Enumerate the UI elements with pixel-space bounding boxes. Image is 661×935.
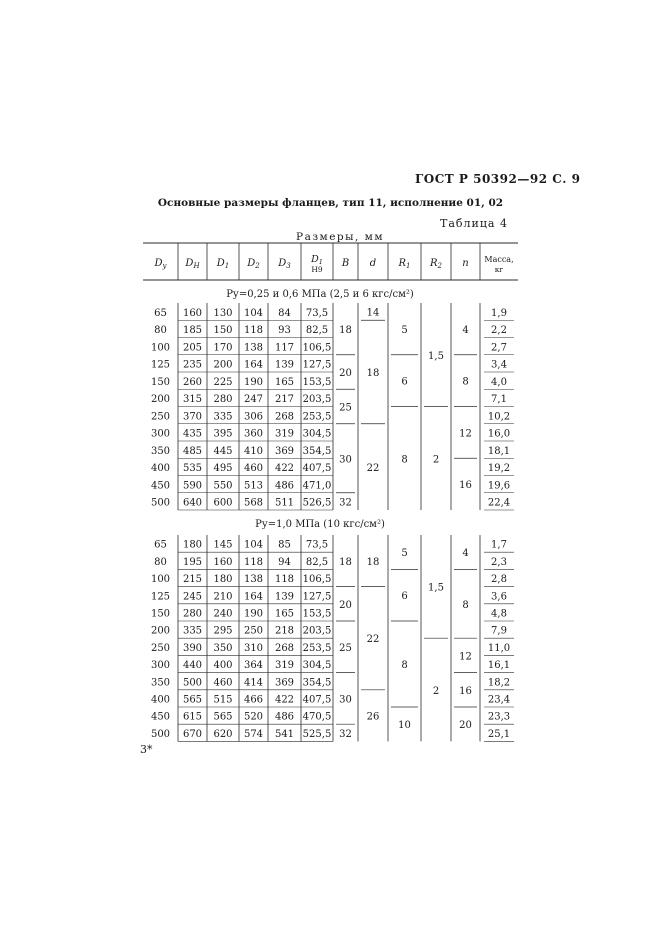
table-cell-s1-r6-c1: 390 bbox=[182, 642, 203, 654]
table-cell-s1-r11-c0: 500 bbox=[150, 728, 171, 740]
table-cell-s1-r0-c11: 1,7 bbox=[491, 539, 507, 551]
table-cell-s0-r11-c0: 500 bbox=[150, 497, 171, 509]
column-header-2: $D_1$ bbox=[216, 258, 230, 270]
merged-cell-d-s1-g1: 22 bbox=[366, 634, 380, 646]
table-cell-s0-r6-c11: 10,2 bbox=[487, 411, 511, 423]
table-cell-s0-r9-c11: 19,2 bbox=[487, 463, 511, 474]
merged-cell-R2-s1-g0: 1,5 bbox=[428, 582, 444, 594]
table-cell-s1-r7-c11: 16,1 bbox=[487, 660, 511, 672]
table-cell-s0-r6-c0: 250 bbox=[150, 411, 171, 423]
page-footer: 3* bbox=[140, 743, 153, 756]
table-cell-s1-r8-c2: 460 bbox=[213, 677, 233, 689]
table-cell-s0-r10-c5: 471,0 bbox=[302, 480, 332, 492]
table-cell-s0-r7-c2: 395 bbox=[213, 428, 233, 440]
table-cell-s1-r6-c4: 268 bbox=[274, 642, 295, 654]
table-cell-s0-r1-c0: 80 bbox=[154, 325, 167, 336]
table-cell-s1-r4-c0: 150 bbox=[150, 608, 171, 620]
column-header-11: Масса, bbox=[484, 255, 514, 264]
column-header-note-5: H9 bbox=[311, 265, 323, 274]
merged-cell-R1-s0-g2: 8 bbox=[401, 454, 408, 466]
dimensions-caption: Размеры, мм bbox=[296, 231, 385, 243]
table-cell-s0-r11-c4: 511 bbox=[274, 497, 295, 509]
table-cell-s1-r10-c11: 23,3 bbox=[487, 711, 511, 723]
table-cell-s1-r0-c2: 145 bbox=[213, 539, 233, 551]
table-cell-s1-r5-c3: 250 bbox=[243, 625, 264, 637]
table-cell-s0-r1-c3: 118 bbox=[243, 325, 264, 336]
merged-cell-R1-s1-g0: 5 bbox=[401, 548, 408, 560]
table-cell-s1-r1-c1: 195 bbox=[182, 556, 203, 568]
table-cell-s0-r8-c3: 410 bbox=[243, 445, 264, 457]
table-cell-s0-r0-c0: 65 bbox=[154, 307, 167, 319]
table-cell-s1-r2-c5: 106,5 bbox=[302, 574, 332, 586]
table-cell-s1-r4-c11: 4,8 bbox=[491, 608, 507, 620]
table-cell-s0-r10-c0: 450 bbox=[150, 480, 171, 492]
column-header-note-11: кг bbox=[494, 265, 504, 274]
section-label-1: Pу=1,0 МПа (10 кгс/см²) bbox=[255, 519, 385, 530]
merged-cell-d-s0-g0: 14 bbox=[366, 307, 380, 319]
table-cell-s1-r7-c2: 400 bbox=[213, 660, 233, 672]
table-cell-s1-r8-c3: 414 bbox=[243, 677, 264, 689]
table-label: Таблица 4 bbox=[440, 217, 508, 230]
table-cell-s1-r1-c4: 94 bbox=[278, 556, 291, 568]
merged-cell-d-s1-g0: 18 bbox=[366, 556, 380, 568]
merged-cell-B-s0-g1: 20 bbox=[339, 368, 352, 379]
table-cell-s0-r5-c5: 203,5 bbox=[302, 394, 332, 405]
merged-cell-R2-s1-g1: 2 bbox=[432, 685, 440, 697]
merged-cell-n-s1-g0: 4 bbox=[462, 548, 469, 560]
column-header-3: $D_2$ bbox=[247, 258, 260, 270]
table-cell-s1-r9-c1: 565 bbox=[182, 694, 203, 706]
table-cell-s1-r7-c0: 300 bbox=[150, 660, 171, 672]
merged-cell-d-s0-g2: 22 bbox=[366, 462, 380, 474]
table-cell-s1-r0-c4: 85 bbox=[278, 539, 291, 551]
merged-cell-B-s1-g1: 20 bbox=[339, 599, 352, 611]
merged-cell-B-s0-g4: 32 bbox=[339, 497, 352, 509]
table-cell-s0-r9-c3: 460 bbox=[243, 463, 264, 474]
merged-cell-n-s1-g4: 20 bbox=[459, 720, 472, 732]
merged-cell-R2-s0-g0: 1,5 bbox=[428, 350, 444, 362]
table-cell-s0-r9-c0: 400 bbox=[150, 463, 171, 474]
table-cell-s0-r0-c4: 84 bbox=[278, 307, 291, 319]
table-cell-s1-r2-c3: 138 bbox=[243, 574, 264, 586]
table-cell-s0-r7-c11: 16,0 bbox=[487, 428, 511, 440]
table-cell-s0-r2-c2: 170 bbox=[213, 342, 233, 354]
table-cell-s0-r6-c4: 268 bbox=[274, 411, 295, 423]
table-cell-s1-r10-c3: 520 bbox=[243, 711, 264, 723]
table-cell-s0-r6-c5: 253,5 bbox=[302, 411, 332, 423]
merged-cell-n-s0-g0: 4 bbox=[462, 324, 469, 336]
merged-cell-B-s0-g0: 18 bbox=[339, 324, 352, 336]
table-cell-s0-r10-c1: 590 bbox=[182, 480, 203, 492]
table-cell-s0-r7-c5: 304,5 bbox=[302, 428, 332, 440]
table-cell-s0-r10-c4: 486 bbox=[274, 480, 295, 492]
table-cell-s1-r5-c2: 295 bbox=[213, 625, 233, 637]
table-cell-s0-r6-c1: 370 bbox=[182, 411, 203, 423]
table-cell-s1-r8-c11: 18,2 bbox=[487, 677, 511, 689]
table-cell-s1-r1-c11: 2,3 bbox=[491, 556, 507, 568]
table-cell-s1-r4-c2: 240 bbox=[213, 608, 233, 620]
table-cell-s0-r3-c11: 3,4 bbox=[491, 359, 507, 371]
table-cell-s0-r5-c0: 200 bbox=[150, 394, 171, 405]
table-cell-s1-r7-c5: 304,5 bbox=[302, 660, 332, 672]
section-label-0: Pу=0,25 и 0,6 МПа (2,5 и 6 кгс/см²) bbox=[226, 289, 414, 300]
table-cell-s0-r0-c2: 130 bbox=[213, 307, 233, 319]
table-cell-s1-r8-c0: 350 bbox=[150, 677, 171, 689]
merged-cell-R1-s1-g1: 6 bbox=[401, 591, 408, 603]
table-cell-s1-r9-c2: 515 bbox=[213, 694, 233, 706]
column-header-1: $D_H$ bbox=[185, 258, 200, 270]
table-cell-s1-r5-c5: 203,5 bbox=[302, 625, 332, 637]
table-cell-s0-r5-c3: 247 bbox=[243, 394, 264, 405]
table-cell-s0-r8-c11: 18,1 bbox=[487, 445, 511, 457]
table-cell-s0-r0-c1: 160 bbox=[182, 307, 203, 319]
column-header-9: $R_2$ bbox=[430, 258, 442, 270]
table-cell-s0-r3-c3: 164 bbox=[243, 359, 264, 371]
merged-cell-R1-s1-g3: 10 bbox=[398, 720, 411, 732]
merged-cell-R1-s0-g1: 6 bbox=[401, 376, 408, 388]
table-cell-s0-r8-c0: 350 bbox=[150, 445, 171, 457]
table-cell-s0-r11-c3: 568 bbox=[243, 497, 264, 509]
table-cell-s1-r0-c5: 73,5 bbox=[305, 539, 329, 551]
column-header-0: $D_у$ bbox=[154, 258, 167, 270]
merged-cell-n-s1-g2: 12 bbox=[459, 651, 472, 663]
table-cell-s1-r11-c11: 25,1 bbox=[487, 728, 511, 740]
table-cell-s1-r7-c4: 319 bbox=[274, 660, 295, 672]
table-cell-s0-r1-c11: 2,2 bbox=[491, 325, 507, 336]
table-cell-s0-r0-c3: 104 bbox=[243, 307, 264, 319]
table-cell-s0-r7-c4: 319 bbox=[274, 428, 295, 440]
table-cell-s0-r3-c2: 200 bbox=[213, 359, 233, 371]
document-title: Основные размеры фланцев, тип 11, исполнение 01, 02 bbox=[157, 197, 504, 209]
table-cell-s1-r1-c3: 118 bbox=[243, 556, 264, 568]
table-cell-s1-r8-c4: 369 bbox=[274, 677, 295, 689]
table-cell-s1-r11-c3: 574 bbox=[243, 728, 264, 740]
table-cell-s0-r4-c5: 153,5 bbox=[302, 376, 332, 388]
table-cell-s1-r6-c5: 253,5 bbox=[302, 642, 332, 654]
table-cell-s0-r1-c2: 150 bbox=[213, 325, 233, 336]
table-cell-s1-r9-c5: 407,5 bbox=[302, 694, 332, 706]
table-cell-s1-r6-c3: 310 bbox=[243, 642, 264, 654]
table-cell-s0-r7-c3: 360 bbox=[243, 428, 264, 440]
table-cell-s1-r6-c2: 350 bbox=[213, 642, 233, 654]
table-cell-s0-r6-c3: 306 bbox=[243, 411, 264, 423]
table-cell-s1-r11-c2: 620 bbox=[213, 728, 233, 740]
table-cell-s1-r2-c11: 2,8 bbox=[491, 574, 507, 586]
table-cell-s1-r5-c11: 7,9 bbox=[491, 625, 507, 637]
table-cell-s1-r1-c2: 160 bbox=[213, 556, 233, 568]
table-cell-s0-r1-c4: 93 bbox=[278, 325, 291, 336]
table-cell-s0-r3-c5: 127,5 bbox=[302, 359, 332, 371]
table-cell-s1-r3-c11: 3,6 bbox=[491, 591, 507, 603]
table-cell-s1-r6-c11: 11,0 bbox=[487, 642, 511, 654]
table-cell-s1-r8-c1: 500 bbox=[182, 677, 203, 689]
merged-cell-n-s0-g1: 8 bbox=[462, 376, 469, 388]
table-cell-s1-r3-c2: 210 bbox=[213, 591, 233, 603]
table-cell-s1-r10-c1: 615 bbox=[182, 711, 203, 723]
table-cell-s1-r0-c3: 104 bbox=[243, 539, 264, 551]
table-cell-s0-r11-c2: 600 bbox=[213, 497, 233, 509]
table-cell-s0-r9-c5: 407,5 bbox=[302, 463, 332, 474]
table-cell-s0-r5-c11: 7,1 bbox=[491, 394, 507, 405]
table-cell-s1-r4-c3: 190 bbox=[243, 608, 264, 620]
table-cell-s0-r4-c0: 150 bbox=[150, 376, 171, 388]
table-cell-s0-r7-c0: 300 bbox=[150, 428, 171, 440]
table-cell-s1-r3-c0: 125 bbox=[150, 591, 171, 603]
merged-cell-B-s0-g2: 25 bbox=[339, 402, 352, 414]
table-cell-s0-r8-c2: 445 bbox=[213, 445, 233, 457]
table-cell-s0-r5-c4: 217 bbox=[274, 394, 295, 405]
table-cell-s1-r9-c3: 466 bbox=[243, 694, 264, 706]
merged-cell-n-s0-g2: 12 bbox=[459, 428, 472, 440]
table-cell-s1-r4-c5: 153,5 bbox=[302, 608, 332, 620]
table-cell-s1-r8-c5: 354,5 bbox=[302, 677, 332, 689]
merged-cell-B-s0-g3: 30 bbox=[339, 454, 352, 466]
merged-cell-d-s1-g2: 26 bbox=[366, 711, 380, 723]
table-cell-s1-r5-c0: 200 bbox=[150, 625, 171, 637]
table-cell-s1-r5-c4: 218 bbox=[274, 625, 295, 637]
table-cell-s1-r2-c2: 180 bbox=[213, 574, 233, 586]
table-cell-s0-r3-c4: 139 bbox=[274, 359, 295, 371]
table-cell-s0-r2-c1: 205 bbox=[182, 342, 203, 354]
table-cell-s0-r2-c0: 100 bbox=[150, 342, 171, 354]
table-cell-s0-r4-c3: 190 bbox=[243, 376, 264, 388]
table-cell-s1-r4-c1: 280 bbox=[182, 608, 203, 620]
table-cell-s1-r1-c0: 80 bbox=[154, 556, 167, 568]
column-header-5: $D_1$ bbox=[311, 254, 323, 266]
column-header-10: n bbox=[462, 258, 469, 269]
table-cell-s0-r10-c3: 513 bbox=[243, 480, 264, 492]
table-cell-s0-r9-c2: 495 bbox=[213, 463, 233, 474]
merged-cell-d-s0-g1: 18 bbox=[366, 368, 380, 379]
table-cell-s1-r2-c4: 118 bbox=[274, 574, 295, 586]
document-header: ГОСТ Р 50392—92 С. 9 bbox=[415, 172, 581, 186]
merged-cell-n-s1-g1: 8 bbox=[462, 599, 469, 611]
table-cell-s1-r0-c0: 65 bbox=[154, 539, 167, 551]
table-cell-s0-r8-c5: 354,5 bbox=[302, 445, 332, 457]
table-cell-s1-r9-c4: 422 bbox=[274, 694, 295, 706]
table-cell-s0-r4-c4: 165 bbox=[274, 376, 295, 388]
table-cell-s1-r3-c3: 164 bbox=[243, 591, 264, 603]
merged-cell-R1-s0-g0: 5 bbox=[401, 324, 408, 336]
table-cell-s0-r3-c0: 125 bbox=[150, 359, 171, 371]
table-cell-s1-r9-c11: 23,4 bbox=[487, 694, 511, 706]
table-cell-s0-r4-c1: 260 bbox=[182, 376, 203, 388]
table-cell-s0-r2-c11: 2,7 bbox=[491, 342, 507, 354]
merged-cell-R1-s1-g2: 8 bbox=[401, 660, 408, 671]
table-cell-s0-r11-c5: 526,5 bbox=[302, 497, 332, 509]
column-header-7: d bbox=[369, 258, 377, 269]
table-cell-s0-r5-c2: 280 bbox=[213, 394, 233, 405]
merged-cell-B-s1-g3: 30 bbox=[339, 694, 352, 706]
table-cell-s1-r10-c4: 486 bbox=[274, 711, 295, 723]
table-cell-s1-r0-c1: 180 bbox=[182, 539, 203, 551]
table-cell-s1-r4-c4: 165 bbox=[274, 608, 295, 620]
table-cell-s1-r11-c1: 670 bbox=[182, 728, 203, 740]
table-cell-s1-r10-c0: 450 bbox=[150, 711, 171, 723]
table-cell-s0-r11-c1: 640 bbox=[182, 497, 203, 509]
table-cell-s0-r9-c1: 535 bbox=[182, 463, 203, 474]
table-cell-s0-r4-c2: 225 bbox=[213, 376, 233, 388]
table-cell-s0-r1-c5: 82,5 bbox=[305, 325, 329, 336]
merged-cell-B-s1-g2: 25 bbox=[339, 642, 352, 654]
column-header-4: $D_3$ bbox=[278, 258, 291, 270]
table-cell-s1-r5-c1: 335 bbox=[182, 625, 203, 637]
table-cell-s1-r11-c4: 541 bbox=[274, 728, 295, 740]
table-cell-s1-r2-c1: 215 bbox=[182, 574, 203, 586]
table-cell-s0-r4-c11: 4,0 bbox=[491, 376, 507, 388]
table-cell-s0-r7-c1: 435 bbox=[182, 428, 203, 440]
table-cell-s1-r11-c5: 525,5 bbox=[302, 728, 332, 740]
table-cell-s1-r6-c0: 250 bbox=[150, 642, 171, 654]
merged-cell-B-s1-g4: 32 bbox=[339, 728, 352, 740]
table-cell-s1-r10-c5: 470,5 bbox=[302, 711, 332, 723]
table-cell-s0-r5-c1: 315 bbox=[182, 394, 203, 405]
table-cell-s0-r6-c2: 335 bbox=[213, 411, 233, 423]
table-cell-s1-r3-c5: 127,5 bbox=[302, 591, 332, 603]
table-cell-s1-r9-c0: 400 bbox=[150, 694, 171, 706]
table-cell-s0-r1-c1: 185 bbox=[182, 325, 203, 336]
table-cell-s1-r7-c3: 364 bbox=[243, 660, 264, 672]
table-cell-s0-r10-c11: 19,6 bbox=[487, 480, 511, 492]
table-cell-s0-r10-c2: 550 bbox=[213, 480, 233, 492]
table-cell-s0-r2-c3: 138 bbox=[243, 342, 264, 354]
table-cell-s0-r3-c1: 235 bbox=[182, 359, 203, 371]
table-cell-s0-r11-c11: 22,4 bbox=[487, 497, 511, 509]
table-cell-s1-r7-c1: 440 bbox=[182, 660, 203, 672]
table-cell-s0-r2-c5: 106,5 bbox=[302, 342, 332, 354]
table-cell-s0-r8-c1: 485 bbox=[182, 445, 203, 457]
column-header-8: $R_1$ bbox=[398, 258, 411, 270]
table-cell-s1-r2-c0: 100 bbox=[150, 574, 171, 586]
merged-cell-B-s1-g0: 18 bbox=[339, 556, 352, 568]
merged-cell-n-s1-g3: 16 bbox=[459, 685, 472, 697]
table-cell-s0-r0-c5: 73,5 bbox=[305, 307, 329, 319]
table-cell-s0-r8-c4: 369 bbox=[274, 445, 295, 457]
table-cell-s0-r9-c4: 422 bbox=[274, 463, 295, 474]
merged-cell-n-s0-g3: 16 bbox=[459, 480, 472, 492]
table-cell-s1-r10-c2: 565 bbox=[213, 711, 233, 723]
table-cell-s1-r3-c4: 139 bbox=[274, 591, 295, 603]
column-header-6: B bbox=[341, 258, 350, 269]
table-cell-s1-r3-c1: 245 bbox=[182, 591, 203, 603]
merged-cell-R2-s0-g1: 2 bbox=[432, 454, 440, 466]
table-cell-s1-r1-c5: 82,5 bbox=[305, 556, 329, 568]
table-cell-s0-r0-c11: 1,9 bbox=[491, 307, 507, 319]
table-cell-s0-r2-c4: 117 bbox=[274, 342, 295, 354]
